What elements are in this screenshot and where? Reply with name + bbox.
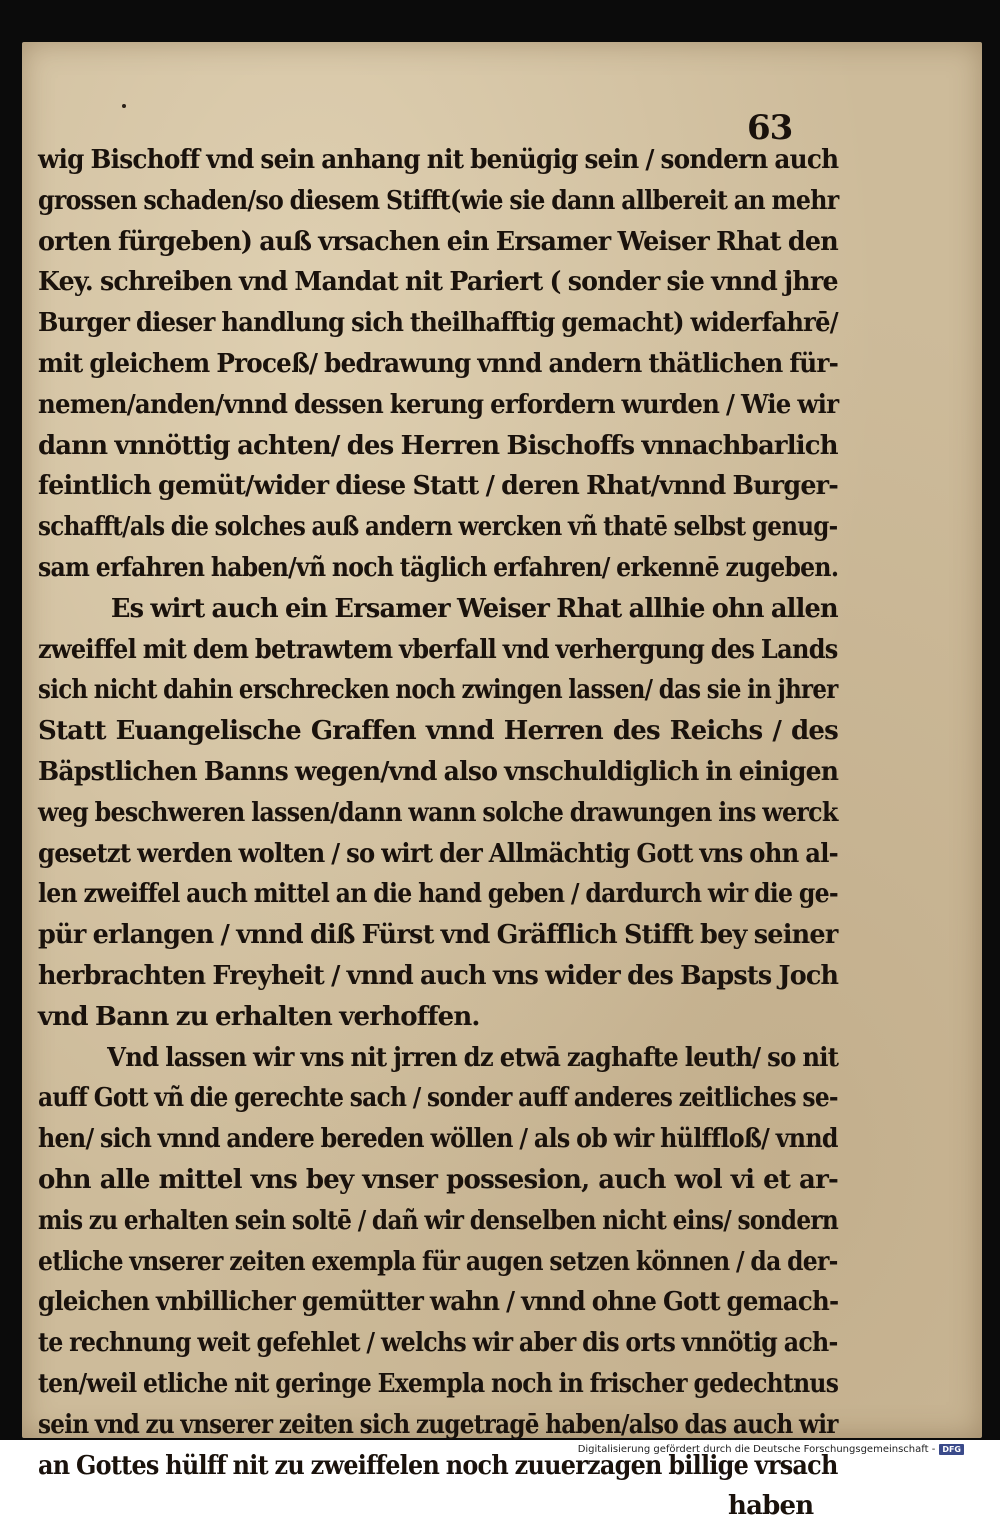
text-line: grossen schaden/so diesem Stifft(wie sie dann allbereit an mehr [38, 185, 839, 216]
text-line: Burger dieser handlung sich theilhafftig gemacht) widerfahrē/ [38, 308, 838, 339]
text-line: Statt Euangelische Graffen vnnd Herren des Reichs / des [38, 716, 838, 747]
text-line: wig Bischoff vnd sein anhang nit benügig sein / sondern auch [38, 145, 839, 175]
text-line: sich nicht dahin erschrecken noch zwingen lassen/ das sie in jhrer [38, 675, 838, 706]
funding-footer [578, 1443, 964, 1455]
text-line: Bäpstlichen Banns wegen/vnd also vnschuldiglich in einigen [38, 756, 839, 787]
text-line: ten/weil etliche nit geringe Exempla noch in frischer gedechtnus [38, 1368, 839, 1399]
text-line: pür erlangen / vnnd diß Fürst vnd Gräfflich Stifft bey seiner [38, 920, 838, 951]
text-line: Vnd lassen wir vns nit jrren dz etwā zaghafte leuth/ so nit [107, 1042, 839, 1073]
text-line: hen/ sich vnnd andere bereden wöllen / als ob wir hülffloß/ vnnd [38, 1124, 838, 1155]
text-line: mit gleichem Proceß/ bedrawung vnnd andern thätlichen für- [38, 348, 839, 379]
text-line: vnd Bann zu erhalten verhoffen. [38, 1001, 480, 1032]
funding-text: Digitalisierung gefördert durch die Deutsche Forschungsgemeinschaft - [577, 1443, 936, 1455]
text-line: orten fürgeben) auß vrsachen ein Ersamer Weiser Rhat den [38, 226, 838, 257]
text-line: herbrachten Freyheit / vnnd auch vns wider des Bapsts Joch [38, 960, 839, 991]
text-line: dann vnnöttig achten/ des Herren Bischoffs vnnachbarlich [38, 430, 838, 461]
text-line: Es wirt auch ein Ersamer Weiser Rhat allhie ohn allen [110, 593, 838, 624]
text-body [38, 140, 838, 1527]
catchword: haben [728, 1491, 814, 1522]
ink-speck [122, 104, 126, 108]
text-line: zweiffel mit dem betrawtem vberfall vnd verhergung des Lands [38, 634, 838, 665]
text-line: sein vnd zu vnserer zeiten sich zugetragē haben/also das auch wir [38, 1409, 838, 1440]
text-line: weg beschweren lassen/dann wann solche drawungen ins werck [38, 797, 838, 828]
text-line: gesetzt werden wolten / so wirt der Allmächtig Gott vns ohn al- [38, 838, 838, 869]
page-number: 63 [747, 108, 793, 148]
text-line: mis zu erhalten sein soltē / dañ wir denselben nicht eins/ sondern [38, 1205, 839, 1236]
text-line: sam erfahren haben/vñ noch täglich erfahren/ erkennē zugeben. [38, 552, 839, 583]
text-line: gleichen vnbillicher gemütter wahn / vnnd ohne Gott gemach- [38, 1287, 839, 1318]
text-line: ohn alle mittel vns bey vnser possesion, auch wol vi et ar- [38, 1164, 838, 1195]
text-line: schafft/als die solches auß andern wercken vñ thatē selbst genug- [38, 512, 838, 543]
text-line: auff Gott vñ die gerechte sach / sonder auff anderes zeitliches se- [38, 1083, 838, 1114]
dfg-logo: DFG [939, 1444, 964, 1455]
text-line: etliche vnserer zeiten exempla für augen setzen können / da der- [38, 1246, 838, 1277]
text-line: nemen/anden/vnnd dessen kerung erfordern wurden / Wie wir [38, 389, 839, 420]
text-line: an Gottes hülff nit zu zweiffelen noch zuuerzagen billige vrsach [38, 1450, 838, 1481]
text-line: te rechnung weit gefehlet / welchs wir aber dis orts vnnötig ach- [38, 1328, 838, 1359]
text-line: feintlich gemüt/wider diese Statt / deren Rhat/vnnd Burger- [38, 471, 839, 502]
text-line: len zweiffel auch mittel an die hand geben / dardurch wir die ge- [38, 879, 838, 910]
text-line: Key. schreiben vnd Mandat nit Pariert ( sonder sie vnnd jhre [38, 267, 838, 298]
